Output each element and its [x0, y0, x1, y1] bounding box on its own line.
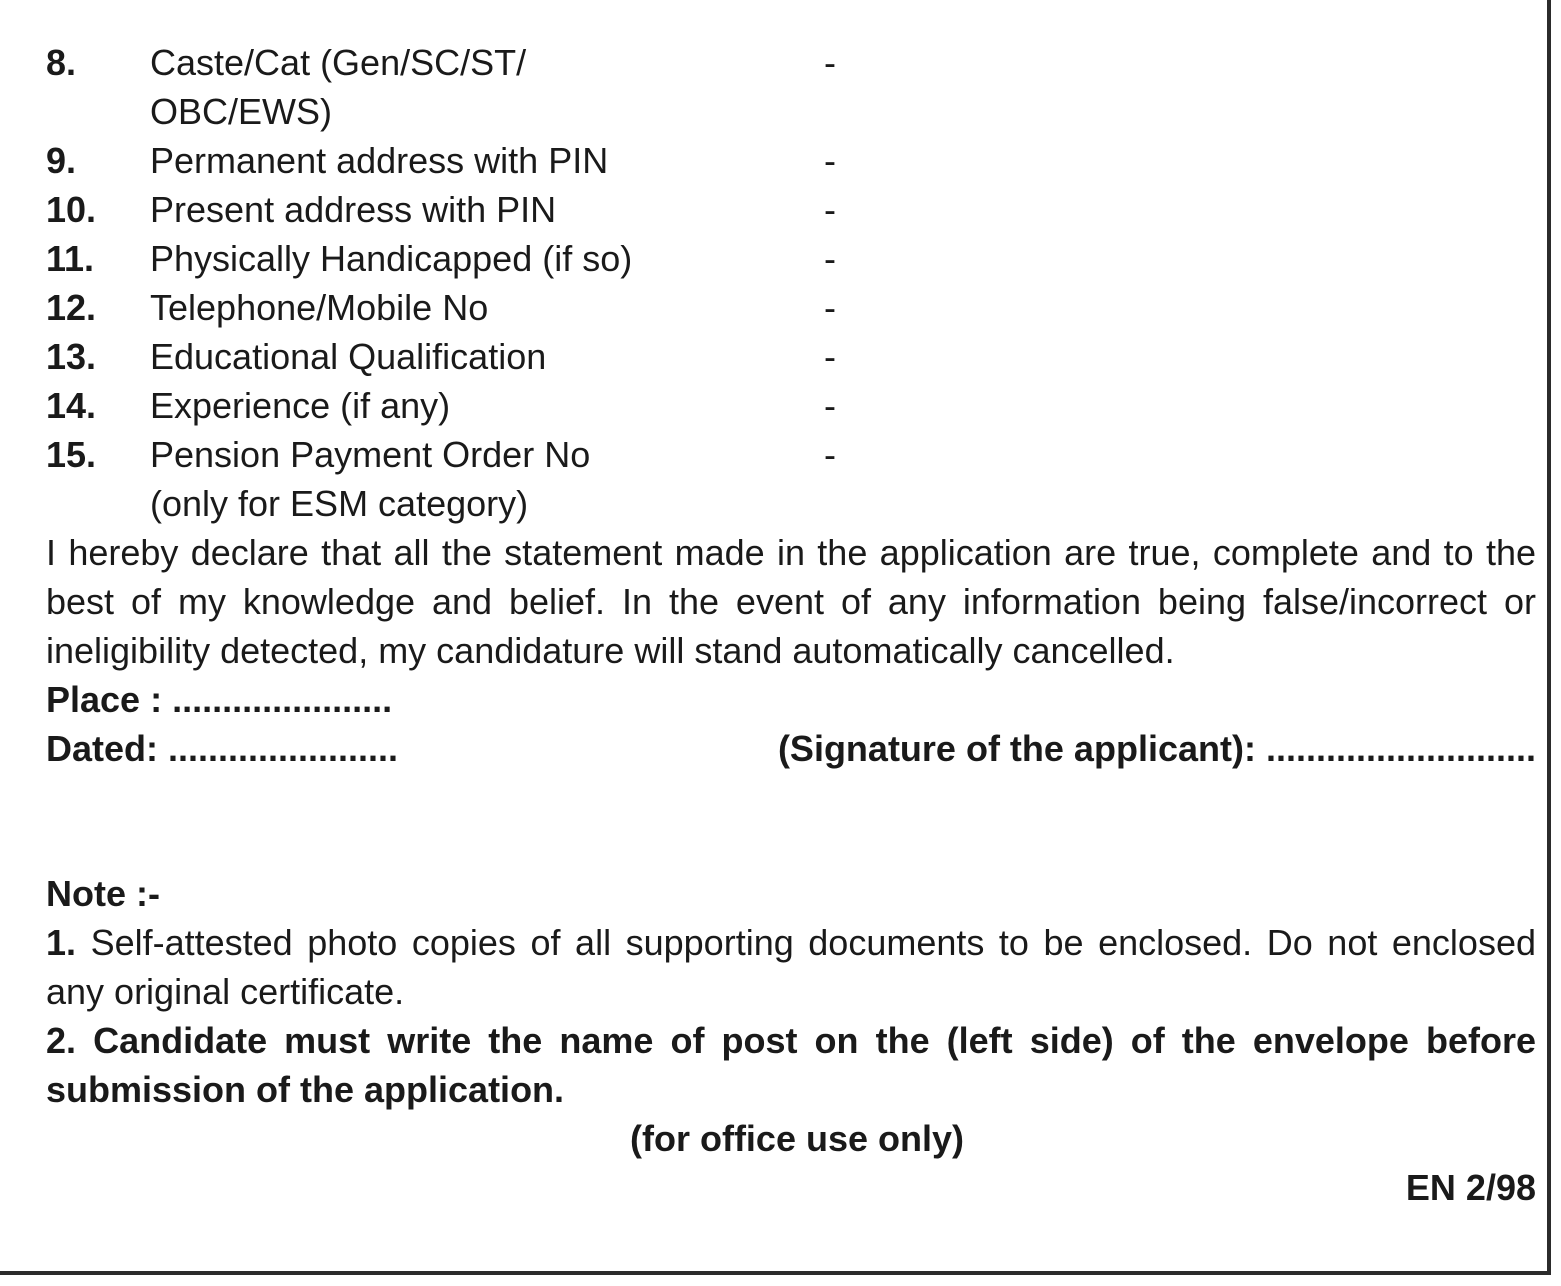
row-dash: -: [824, 434, 836, 475]
form-row-permanent-address: [46, 136, 1536, 185]
row-label: Present address with PIN: [150, 189, 557, 230]
row-label: Educational Qualification: [150, 336, 547, 377]
signature-line: [46, 724, 1536, 773]
applicant-signature-field: (Signature of the applicant): ...........................: [777, 728, 1536, 769]
form-row-present-address: [46, 185, 1536, 234]
row-number: 9.: [46, 140, 77, 181]
blank-space: [46, 773, 1536, 869]
row-number: 15.: [46, 434, 97, 475]
row-dash: -: [824, 238, 836, 279]
place-line: Place : ......................: [46, 679, 393, 720]
row-label: Telephone/Mobile No: [150, 287, 489, 328]
reference-number: EN 2/98: [1405, 1167, 1536, 1208]
row-number: 13.: [46, 336, 97, 377]
application-form: [46, 38, 1536, 1212]
row-dash: -: [824, 385, 836, 426]
note-item-2: 2. Candidate must write the name of post on the (left side) of the envelope before submission of the application.: [46, 1020, 1536, 1110]
row-number: 12.: [46, 287, 97, 328]
row-label: Physically Handicapped (if so): [150, 238, 633, 279]
office-use-label: (for office use only): [629, 1118, 965, 1159]
row-number: 11.: [46, 238, 95, 279]
form-row-experience: [46, 381, 1536, 430]
declaration-text: I hereby declare that all the statement made in the application are true, complete and to the best of my knowledge and belief. In the event of any information being false/incorrect or ineligibility detected, my candidature will stand automatically cancelled.: [46, 532, 1536, 671]
dated-field: Dated: .......................: [46, 728, 399, 769]
form-row-caste: [46, 38, 1536, 136]
row-number: 14.: [46, 385, 97, 426]
note-heading: Note :-: [46, 873, 160, 914]
form-row-pension-order: [46, 430, 1536, 528]
row-label: Experience (if any): [150, 385, 451, 426]
row-dash: -: [824, 42, 836, 83]
row-dash: -: [824, 140, 836, 181]
row-label: Permanent address with PIN: [150, 140, 609, 181]
row-dash: -: [824, 287, 836, 328]
row-number: 8.: [46, 42, 77, 83]
form-row-telephone: [46, 283, 1536, 332]
note-item-1: 1. Self-attested photo copies of all supporting documents to be enclosed. Do not enclosed any original certificate.: [46, 922, 1536, 1012]
form-row-physically-handicapped: [46, 234, 1536, 283]
form-row-education: [46, 332, 1536, 381]
row-dash: -: [824, 189, 836, 230]
row-dash: -: [824, 336, 836, 377]
row-label: Caste/Cat (Gen/SC/ST/ OBC/EWS): [150, 42, 527, 132]
row-number: 10.: [46, 189, 97, 230]
row-label: Pension Payment Order No (only for ESM category): [150, 434, 591, 524]
